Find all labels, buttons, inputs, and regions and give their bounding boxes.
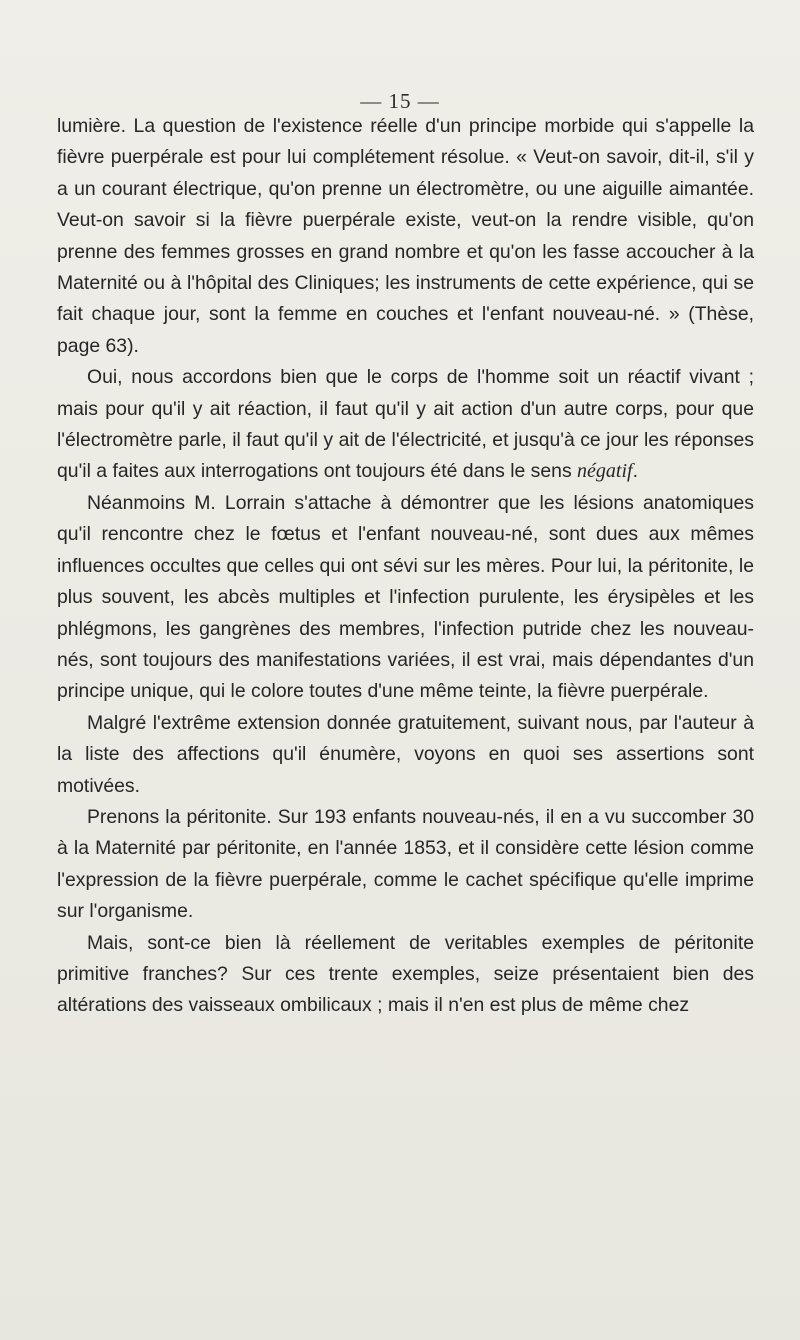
paragraph-2-text: Oui, nous accordons bien que le corps de l'homme soit un réactif vivant ; mais pour qu'il y ait réaction, il faut qu'il y ait action d'un autre corps, pour que l'électromètre parle, il faut qu'il y ait de l'électricité, et jusqu'à ce jour les réponses qu'il a faites aux interrogations ont toujours été dans le sens: [57, 366, 754, 483]
paragraph-3: [57, 488, 754, 708]
paragraph-2: [57, 362, 754, 488]
italic-word-negatif: négatif: [577, 460, 633, 483]
paragraph-1-text: lumière. La question de l'existence réelle d'un principe morbide qui s'appelle la fièvre puerpérale est pour lui complétement résolue. « Veut-on savoir, dit-il, s'il y a un courant électrique, qu'on prenne un électromètre, ou une aiguille aimantée. Veut-on savoir si la fièvre puerpérale existe, veut-on la rendre visible, qu'on prenne des femmes grosses en grand nombre et qu'on les fasse accoucher à la Maternité ou à l'hôpital des Cliniques; les instruments de cette expérience, qui se fait chaque jour, sont la femme en couches et l'enfant nouveau-né. » (Thèse, page 63).: [57, 115, 754, 357]
paragraph-3-text: Néanmoins M. Lorrain s'attache à démontrer que les lésions anatomiques qu'il rencontre chez le fœtus et l'enfant nouveau-né, sont dues aux mêmes influences occultes que celles qui ont sévi sur les mères. Pour lui, la péritonite, le plus souvent, les abcès multiples et l'infection purulente, les érysipèles et les phlégmons, les gangrènes des membres, l'infection putride chez les nouveau-nés, sont toujours des manifestations variées, il est vrai, mais dépendantes d'un principe unique, qui le colore toutes d'une même teinte, la fièvre puerpérale.: [57, 491, 754, 703]
paragraph-4: [57, 708, 754, 802]
paragraph-1: [57, 111, 754, 362]
paragraph-2-end: .: [632, 460, 638, 483]
page-number: — 15 —: [360, 89, 440, 113]
paragraph-5: [57, 802, 754, 928]
body-text: [57, 111, 754, 1022]
paragraph-4-text: Malgré l'extrême extension donnée gratuitement, suivant nous, par l'auteur à la liste des affections qu'il énumère, voyons en quoi ses assertions sont motivées.: [57, 711, 754, 797]
paragraph-5-text: Prenons la péritonite. Sur 193 enfants nouveau-nés, il en a vu succomber 30 à la Maternité par péritonite, en l'année 1853, et il considère cette lésion comme l'expression de la fièvre puerpérale, comme le cachet spécifique qu'elle imprime sur l'organisme.: [57, 805, 754, 923]
paragraph-6: [57, 928, 754, 1022]
paragraph-6-text: Mais, sont-ce bien là réellement de veritables exemples de péritonite primitive franches? Sur ces trente exemples, seize présentaient bien des altérations des vaisseaux ombilicaux ; mais il n'en est plus de même chez: [57, 931, 754, 1017]
